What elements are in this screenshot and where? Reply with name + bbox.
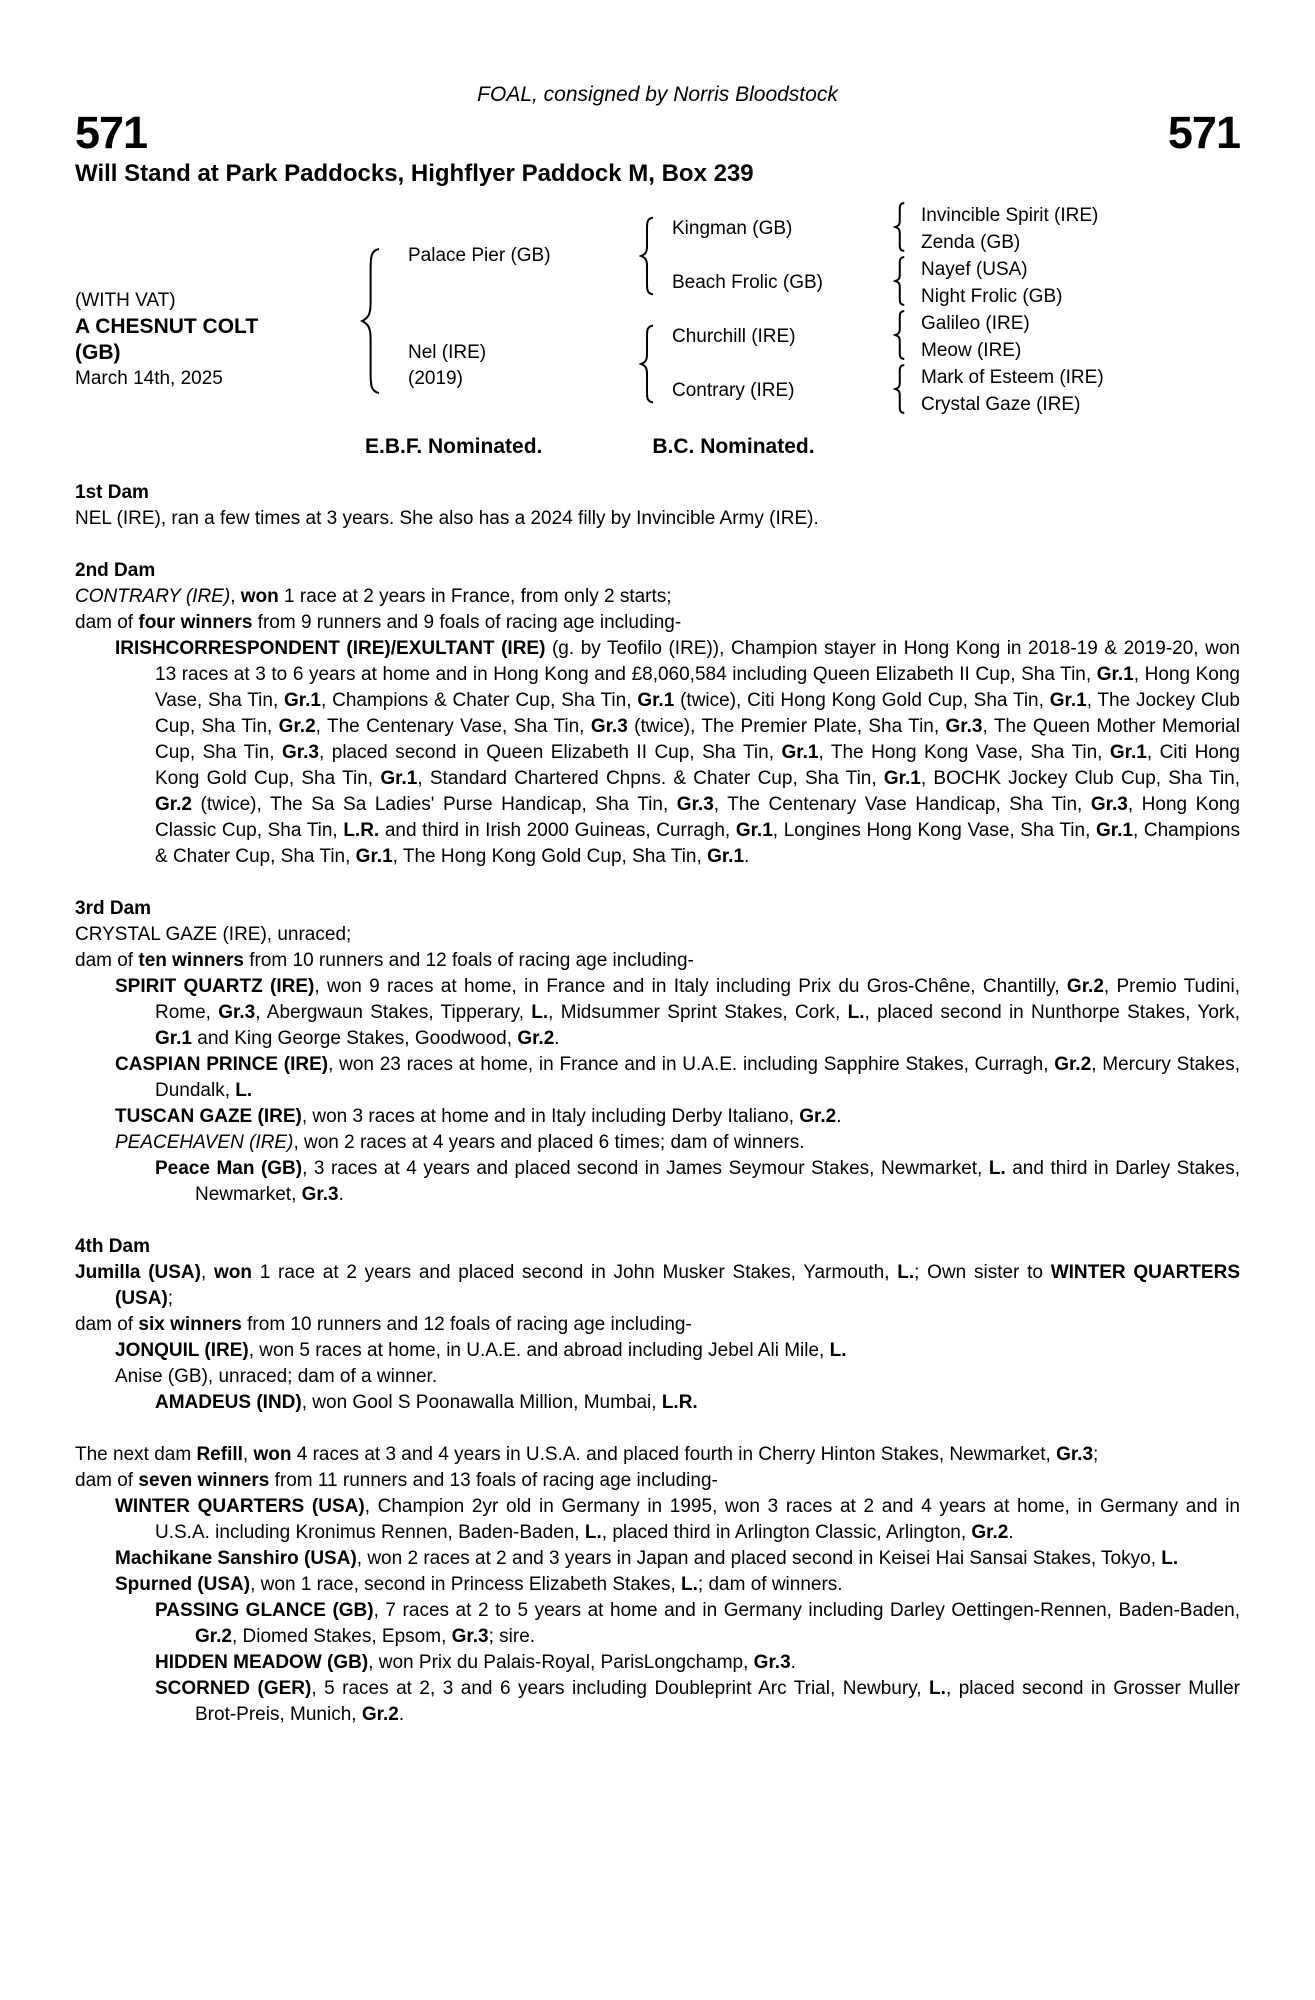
nomination-row [75, 434, 1240, 460]
stand-location: Will Stand at Park Paddocks, Highflyer Paddock M, Box 239 [75, 160, 754, 187]
pedigree-brace-dam [638, 324, 658, 404]
pedigree-paragraph: Machikane Sanshiro (USA), won 2 races at 2 and 3 years in Japan and placed second in Keisei Hai Sansai Stakes, Tokyo, L. [115, 1548, 1179, 1569]
lot-number-row [75, 107, 1240, 158]
pedigree-paragraph: CASPIAN PRINCE (IRE), won 23 races at home, in France and in U.A.E. including Sapphire Stakes, Curragh, Gr.2, Mercury Stakes, Dundalk, L. [115, 1054, 1240, 1101]
pedigree-brace-gen3-3 [893, 310, 908, 360]
pedigree-paragraph: HIDDEN MEADOW (GB), won Prix du Palais-Royal, ParisLongchamp, Gr.3. [155, 1652, 796, 1673]
gen2-name-sire-sire: Kingman (GB) [672, 218, 793, 239]
pedigree-paragraph: The next dam Refill, won 4 races at 3 and 4 years in U.S.A. and placed fourth in Cherry Hinton Stakes, Newmarket, Gr.3; [75, 1444, 1099, 1465]
dam-section-heading-4: 4th Dam [75, 1236, 150, 1257]
pedigree-paragraph: WINTER QUARTERS (USA), Champion 2yr old in Germany in 1995, won 3 races at 2 and 4 years at home, in Germany and in U.S.A. including Kronimus Rennen, Baden-Baden, L., placed third in Arlington Classic, Arlington, Gr.2. [115, 1496, 1240, 1543]
pedigree-paragraph: PEACEHAVEN (IRE), won 2 races at 4 years and placed 6 times; dam of winners. [115, 1132, 805, 1153]
ebf-nomination: E.B.F. Nominated. [365, 435, 543, 458]
horse-suffix: (GB) [75, 341, 121, 364]
pedigree-brace-sire [638, 216, 658, 296]
pedigree-brace-gen3-2 [893, 256, 908, 306]
pedigree-brace-gen1 [358, 246, 386, 396]
pedigree-paragraph: JONQUIL (IRE), won 5 races at home, in U.A.E. and abroad including Jebel Ali Mile, L. [115, 1340, 847, 1361]
gen3-name: Meow (IRE) [921, 340, 1022, 361]
gen3-name: Zenda (GB) [921, 232, 1021, 253]
pedigree-paragraph: dam of four winners from 9 runners and 9 foals of racing age including- [75, 612, 682, 633]
pedigree-brace-gen3-1 [893, 202, 908, 252]
pedigree-paragraph: Jumilla (USA), won 1 race at 2 years and placed second in John Musker Stakes, Yarmouth, L.; Own sister to WINTER QUARTERS (USA); [75, 1262, 1240, 1309]
dam-year: (2019) [408, 368, 463, 389]
dam-section-heading-3: 3rd Dam [75, 898, 152, 919]
gen3-name: Nayef (USA) [921, 259, 1028, 280]
gen3-name: Crystal Gaze (IRE) [921, 394, 1081, 415]
sire-name: Palace Pier (GB) [408, 245, 551, 266]
gen3-name: Invincible Spirit (IRE) [921, 205, 1099, 226]
lot-number-right: 571 [1167, 107, 1240, 158]
pedigree-text [75, 480, 1240, 1728]
pedigree-paragraph: AMADEUS (IND), won Gool S Poonawalla Million, Mumbai, L.R. [155, 1392, 698, 1413]
pedigree-paragraph: dam of six winners from 10 runners and 12 foals of racing age including- [75, 1314, 692, 1335]
gen2-name-dam-sire: Churchill (IRE) [672, 326, 796, 347]
pedigree-paragraph: dam of ten winners from 10 runners and 12 foals of racing age including- [75, 950, 694, 971]
dam-name: Nel (IRE) [408, 342, 487, 363]
bc-nomination: B.C. Nominated. [652, 435, 815, 458]
pedigree-paragraph: CRYSTAL GAZE (IRE), unraced; [75, 924, 352, 945]
gen2-name-sire-dam: Beach Frolic (GB) [672, 272, 823, 293]
pedigree-chart [75, 188, 1240, 422]
pedigree-paragraph: Spurned (USA), won 1 race, second in Princess Elizabeth Stakes, L.; dam of winners. [115, 1574, 843, 1595]
pedigree-paragraph: PASSING GLANCE (GB), 7 races at 2 to 5 years at home and in Germany including Darley Oettingen-Rennen, Baden-Baden, Gr.2, Diomed Stakes, Epsom, Gr.3; sire. [155, 1600, 1240, 1647]
horse-description: A CHESNUT COLT [75, 315, 259, 338]
pedigree-paragraph: CONTRARY (IRE), won 1 race at 2 years in France, from only 2 starts; [75, 586, 672, 607]
pedigree-brace-gen3-4 [893, 364, 908, 414]
vat-note: (WITH VAT) [75, 290, 176, 311]
lot-info [75, 288, 375, 392]
pedigree-paragraph: TUSCAN GAZE (IRE), won 3 races at home and in Italy including Derby Italiano, Gr.2. [115, 1106, 842, 1127]
pedigree-paragraph: IRISHCORRESPONDENT (IRE)/EXULTANT (IRE) (g. by Teofilo (IRE)), Champion stayer in Hong Kong in 2018-19 & 2019-20, won 13 races at 3 to 6 years at home and in Hong Kong and £8,060,584 including Queen Elizabeth II Cup, Sha Tin, Gr.1, Hong Kong Vase, Sha Tin, Gr.1, Champions & Chater Cup, Sha Tin, Gr.1 (twice), Citi Hong Kong Gold Cup, Sha Tin, Gr.1, The Jockey Club Cup, Sha Tin, Gr.2, The Centenary Vase, Sha Tin, Gr.3 (twice), The Premier Plate, Sha Tin, Gr.3, The Queen Mother Memorial Cup, Sha Tin, Gr.3, placed second in Queen Elizabeth II Cup, Sha Tin, Gr.1, The Hong Kong Vase, Sha Tin, Gr.1, Citi Hong Kong Gold Cup, Sha Tin, Gr.1, Standard Chartered Chpns. & Chater Cup, Sha Tin, Gr.1, BOCHK Jockey Club Cup, Sha Tin, Gr.2 (twice), The Sa Sa Ladies' Purse Handicap, Sha Tin, Gr.3, The Centenary Vase Handicap, Sha Tin, Gr.3, Hong Kong Classic Cup, Sha Tin, L.R. and third in Irish 2000 Guineas, Curragh, Gr.1, Longines Hong Kong Vase, Sha Tin, Gr.1, Champions & Chater Cup, Sha Tin, Gr.1, The Hong Kong Gold Cup, Sha Tin, Gr.1. [115, 638, 1241, 867]
dam-section-heading-2: 2nd Dam [75, 560, 156, 581]
foaling-date: March 14th, 2025 [75, 368, 223, 389]
gen3-name: Mark of Esteem (IRE) [921, 367, 1104, 388]
consignment-title: FOAL, consigned by Norris Bloodstock [477, 83, 838, 106]
pedigree-paragraph: SCORNED (GER), 5 races at 2, 3 and 6 years including Doubleprint Arc Trial, Newbury, L., placed second in Grosser Muller Brot-Preis, Munich, Gr.2. [155, 1678, 1240, 1725]
pedigree-paragraph: Peace Man (GB), 3 races at 4 years and placed second in James Seymour Stakes, Newmarket, L. and third in Darley Stakes, Newmarket, Gr.3. [155, 1158, 1240, 1205]
pedigree-paragraph: dam of seven winners from 11 runners and 13 foals of racing age including- [75, 1470, 718, 1491]
pedigree-paragraph: Anise (GB), unraced; dam of a winner. [115, 1366, 438, 1387]
lot-number-left: 571 [75, 107, 148, 158]
gen3-name: Galileo (IRE) [921, 313, 1030, 334]
gen2-name-dam-dam: Contrary (IRE) [672, 380, 795, 401]
pedigree-paragraph: SPIRIT QUARTZ (IRE), won 9 races at home, in France and in Italy including Prix du Gros-Chêne, Chantilly, Gr.2, Premio Tudini, Rome, Gr.3, Abergwaun Stakes, Tipperary, L., Midsummer Sprint Stakes, Cork, L., placed second in Nunthorpe Stakes, York, Gr.1 and King George Stakes, Goodwood, Gr.2. [115, 976, 1241, 1049]
gen3-name: Night Frolic (GB) [921, 286, 1063, 307]
pedigree-paragraph: NEL (IRE), ran a few times at 3 years. She also has a 2024 filly by Invincible Army (IRE). [75, 508, 819, 529]
dam-section-heading-1: 1st Dam [75, 482, 149, 503]
